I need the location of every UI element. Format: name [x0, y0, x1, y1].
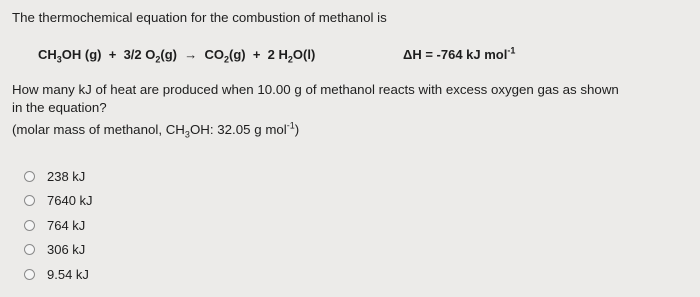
plus-sign: + — [108, 47, 117, 62]
reactant-oxygen: 3/2 $O_2(g)$ — [123, 47, 177, 65]
answer-option[interactable] — [24, 213, 93, 238]
product-water: 2 $H_2O(l)$ — [267, 47, 316, 65]
reactant-methanol: $CH_3OH$ (g) — [38, 47, 102, 65]
answer-option[interactable] — [24, 164, 93, 189]
radio-button[interactable] — [24, 220, 35, 231]
chemical-equation — [38, 45, 516, 65]
radio-button[interactable] — [24, 171, 35, 182]
answer-options — [24, 164, 93, 287]
plus-sign: + — [252, 47, 261, 62]
reaction-arrow: → — [184, 47, 198, 62]
enthalpy-change: ΔH = -764 kJ mol$^{-1}$ — [403, 45, 516, 62]
product-co2: $CO_2(g)$ — [204, 47, 246, 65]
radio-button[interactable] — [24, 269, 35, 280]
answer-label: 7640 kJ — [47, 193, 93, 209]
molar-mass-note: (molar mass of methanol, $CH_3OH$: 32.05 g mol$^{-1}$) — [12, 120, 300, 140]
answer-label: 9.54 kJ — [47, 266, 89, 282]
question-intro: The thermochemical equation for the combustion of methanol is — [12, 10, 387, 25]
answer-option[interactable] — [24, 238, 93, 263]
answer-label: 238 kJ — [47, 168, 86, 184]
answer-label: 764 kJ — [47, 217, 86, 233]
radio-button[interactable] — [24, 195, 35, 206]
radio-button[interactable] — [24, 244, 35, 255]
answer-option[interactable] — [24, 189, 93, 214]
question-text-line2: in the equation? — [12, 100, 107, 115]
question-text-line1: How many kJ of heat are produced when 10.00 g of methanol reacts with excess oxygen gas as shown — [12, 82, 619, 97]
answer-label: 306 kJ — [47, 242, 86, 258]
answer-option[interactable] — [24, 262, 93, 287]
